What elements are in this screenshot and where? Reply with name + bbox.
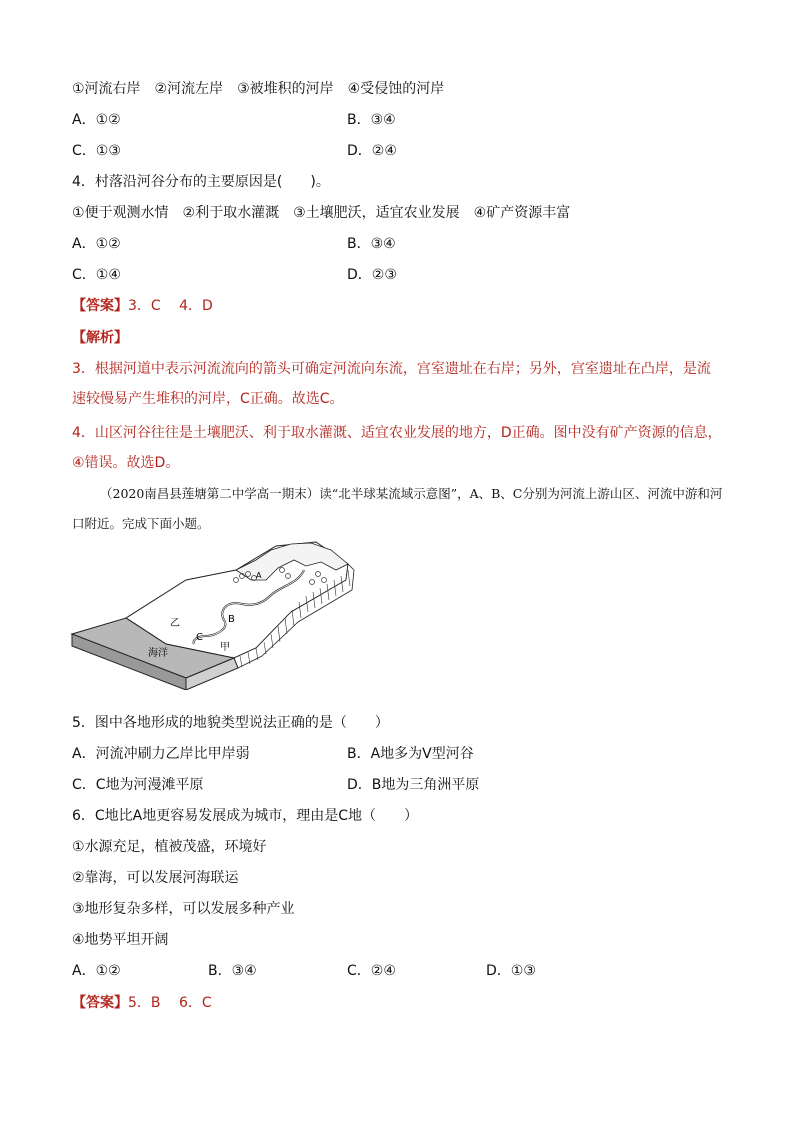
q6-option-a: A．①② bbox=[72, 963, 121, 979]
analysis-q4: 4．山区河谷往往是土壤肥沃、利于取水灌溉、适宜农业发展的地方，D正确。图中没有矿产资源的信息，④错误。故选D。 bbox=[72, 425, 722, 471]
bank-yi-label: 乙 bbox=[170, 618, 180, 629]
q4-stem: 4．村落沿河谷分布的主要原因是( )。 bbox=[72, 174, 330, 190]
q3-option-b: B．③④ bbox=[347, 112, 396, 128]
point-b-label: B bbox=[228, 614, 235, 625]
answer-tag: 【答案】 bbox=[72, 298, 128, 314]
answer-text: 5．B 6．C bbox=[128, 995, 212, 1011]
q5-stem: 5．图中各地形成的地貌类型说法正确的是（ ） bbox=[72, 715, 389, 731]
q3-option-a: A．①② bbox=[72, 112, 121, 128]
q3-option-d: D．②④ bbox=[347, 143, 397, 159]
passage-intro: （2020南昌县莲塘第二中学高一期末）读“北半球某流域示意图”，A、B、C分别为河流上游山区、河流中游和河口附近。完成下面小题。 bbox=[72, 486, 723, 531]
q6-option-b: B．③④ bbox=[208, 963, 257, 979]
river-basin-svg bbox=[66, 540, 366, 690]
q4-items: ①便于观测水情 ②利于取水灌溉 ③土壤肥沃，适宜农业发展 ④矿产资源丰富 bbox=[72, 205, 571, 221]
q6-item-4: ④地势平坦开阔 bbox=[72, 932, 169, 948]
point-c-label: C bbox=[196, 632, 203, 643]
analysis-tag: 【解析】 bbox=[72, 330, 128, 346]
point-a-label: A bbox=[256, 571, 262, 580]
q6-item-2: ②靠海，可以发展河海联运 bbox=[72, 870, 239, 886]
bank-jia-label: 甲 bbox=[220, 642, 230, 653]
river-basin-diagram bbox=[66, 540, 366, 690]
ocean-label: 海洋 bbox=[148, 648, 168, 659]
q5-option-b: B．A地多为V型河谷 bbox=[347, 746, 474, 762]
answer-block-1 bbox=[72, 296, 213, 316]
q3-option-c: C．①③ bbox=[72, 143, 121, 159]
q4-option-c: C．①④ bbox=[72, 267, 121, 283]
q5-option-a: A．河流冲刷力乙岸比甲岸弱 bbox=[72, 746, 250, 762]
q5-option-d: D．B地为三角洲平原 bbox=[347, 777, 480, 793]
answer-block-2 bbox=[72, 993, 212, 1013]
q6-stem: 6．C地比A地更容易发展成为城市，理由是C地（ ） bbox=[72, 808, 419, 824]
q4-option-d: D．②③ bbox=[347, 267, 397, 283]
q4-option-a: A．①② bbox=[72, 236, 121, 252]
q3-items: ①河流右岸 ②河流左岸 ③被堆积的河岸 ④受侵蚀的河岸 bbox=[72, 81, 445, 97]
answer-text: 3．C 4．D bbox=[128, 298, 213, 314]
answer-tag: 【答案】 bbox=[72, 995, 128, 1011]
q4-option-b: B．③④ bbox=[347, 236, 396, 252]
q6-item-3: ③地形复杂多样，可以发展多种产业 bbox=[72, 901, 295, 917]
q6-item-1: ①水源充足，植被茂盛，环境好 bbox=[72, 839, 267, 855]
q6-option-d: D．①③ bbox=[486, 963, 536, 979]
q6-option-c: C．②④ bbox=[347, 963, 396, 979]
q5-option-c: C．C地为河漫滩平原 bbox=[72, 777, 204, 793]
analysis-q3: 3．根据河道中表示河流流向的箭头可确定河流向东流，宫室遗址在右岸；另外，宫室遗址在凸岸，是流速较慢易产生堆积的河岸，C正确。故选C。 bbox=[72, 361, 711, 407]
